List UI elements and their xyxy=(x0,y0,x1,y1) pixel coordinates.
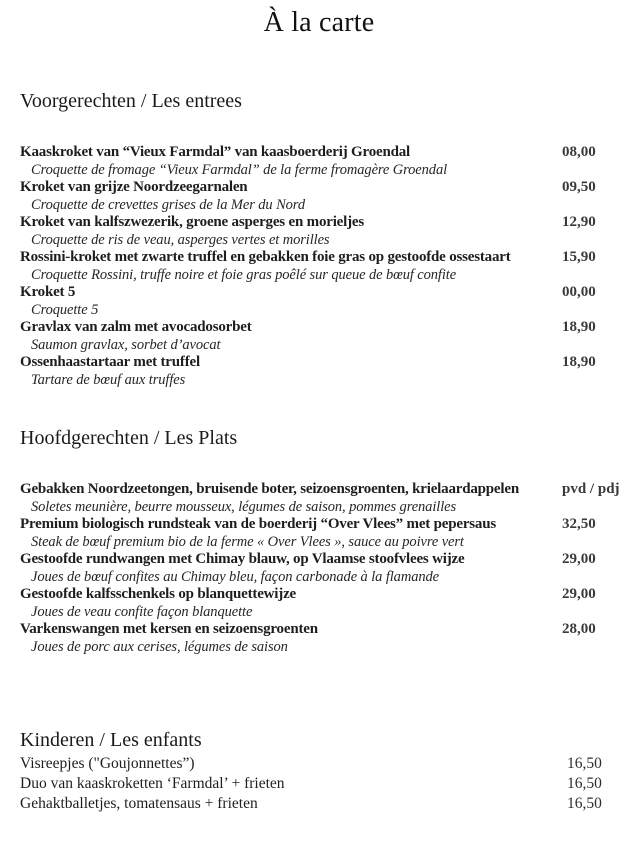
menu-item-row xyxy=(20,481,638,499)
section-heading-starters: Voorgerechten / Les entrees xyxy=(20,90,242,112)
menu-item-description: Tartare de bœuf aux truffes xyxy=(31,371,186,388)
menu-item-row xyxy=(20,621,638,639)
menu-item-description: Joues de porc aux cerises, légumes de saison xyxy=(31,638,288,655)
menu-item xyxy=(20,516,638,551)
menu-item-row xyxy=(20,319,638,337)
menu-item xyxy=(20,319,638,354)
menu-item-row xyxy=(20,586,638,604)
menu-item-price: 29,00 xyxy=(562,551,596,567)
menu-item-row xyxy=(20,754,638,774)
menu-item-name: Gebakken Noordzeetongen, bruisende boter, seizoensgroenten, krielaardappelen xyxy=(20,481,519,497)
menu-item-price: 12,90 xyxy=(562,214,596,230)
menu-item-row xyxy=(20,179,638,197)
menu-item-description: Steak de bœuf premium bio de la ferme « Over Vlees », sauce au poivre vert xyxy=(31,533,464,550)
menu-item-name: Gehaktballetjes, tomatensaus + frieten xyxy=(20,795,258,812)
menu-item-name: Ossenhaastartaar met truffel xyxy=(20,354,200,370)
menu-item-description: Croquette Rossini, truffe noire et foie gras poêlé sur queue de bœuf confite xyxy=(31,266,457,283)
menu-item xyxy=(20,144,638,179)
menu-item-description: Croquette de crevettes grises de la Mer du Nord xyxy=(31,196,305,213)
menu-item-name: Premium biologisch rundsteak van de boerderij “Over Vlees” met pepersaus xyxy=(20,516,496,532)
menu-item-description: Joues de veau confite façon blanquette xyxy=(31,603,253,620)
menu-item-price: 29,00 xyxy=(562,586,596,602)
menu-item-row xyxy=(20,354,638,372)
menu-item-name: Visreepjes ("Goujonnettes”) xyxy=(20,755,195,772)
menu-item xyxy=(20,354,638,389)
menu-content xyxy=(0,88,638,814)
menu-item xyxy=(20,179,638,214)
menu-item xyxy=(20,621,638,656)
menu-item-price: 32,50 xyxy=(562,516,596,532)
page-title: À la carte xyxy=(263,7,375,38)
menu-item-name: Gravlax van zalm met avocadosorbet xyxy=(20,319,252,335)
menu-item-description: Croquette de ris de veau, asperges vertes et morilles xyxy=(31,231,330,248)
menu-item xyxy=(20,214,638,249)
kids-list xyxy=(20,754,638,814)
menu-item-name: Rossini-kroket met zwarte truffel en gebakken foie gras op gestoofde ossestaart xyxy=(20,249,511,265)
menu-item-row xyxy=(20,794,638,814)
menu-item-description: Soletes meunière, beurre mousseux, légumes de saison, pommes grenailles xyxy=(31,498,456,515)
menu-item-price: 18,90 xyxy=(562,354,596,370)
menu-item-row xyxy=(20,249,638,267)
menu-item-price: 00,00 xyxy=(562,284,596,300)
menu-item-description: Saumon gravlax, sorbet d’avocat xyxy=(31,336,221,353)
menu-item-row xyxy=(20,551,638,569)
menu-item-price: 28,00 xyxy=(562,621,596,637)
menu-item-name: Duo van kaaskroketten ‘Farmdal’ + frieten xyxy=(20,775,285,792)
menu-item-row xyxy=(20,284,638,302)
menu-item xyxy=(20,481,638,516)
menu-item-price: 16,50 xyxy=(567,795,602,812)
menu-item-price: 08,00 xyxy=(562,144,596,160)
menu-item xyxy=(20,284,638,319)
menu-item-price: 09,50 xyxy=(562,179,596,195)
menu-item-price: 15,90 xyxy=(562,249,596,265)
menu-item xyxy=(20,249,638,284)
section-heading-kids: Kinderen / Les enfants xyxy=(20,729,202,751)
menu-item-row xyxy=(20,214,638,232)
menu-item-name: Kroket van grijze Noordzeegarnalen xyxy=(20,179,248,195)
menu-item-name: Kroket 5 xyxy=(20,284,76,300)
menu-item-name: Kroket van kalfszwezerik, groene asperges en morieljes xyxy=(20,214,364,230)
menu-item-row xyxy=(20,144,638,162)
menu-item-price: 16,50 xyxy=(567,755,602,772)
menu-item-name: Varkenswangen met kersen en seizoensgroenten xyxy=(20,621,318,637)
menu-item-price: 18,90 xyxy=(562,319,596,335)
menu-item-name: Kaaskroket van “Vieux Farmdal” van kaasboerderij Groendal xyxy=(20,144,411,160)
menu-item-description: Croquette 5 xyxy=(31,301,99,318)
menu-item xyxy=(20,551,638,586)
menu-item-row xyxy=(20,774,638,794)
menu-item-name: Gestoofde rundwangen met Chimay blauw, op Vlaamse stoofvlees wijze xyxy=(20,551,465,567)
menu-item-description: Joues de bœuf confites au Chimay bleu, façon carbonade à la flamande xyxy=(31,568,439,585)
menu-item-name: Gestoofde kalfsschenkels op blanquettewijze xyxy=(20,586,296,602)
menu-item xyxy=(20,586,638,621)
menu-item-description: Croquette de fromage “Vieux Farmdal” de la ferme fromagère Groendal xyxy=(31,161,448,178)
section-heading-mains: Hoofdgerechten / Les Plats xyxy=(20,427,238,449)
menu-item-price: pvd / pdj xyxy=(562,481,620,497)
menu-item-price: 16,50 xyxy=(567,775,602,792)
mains-list xyxy=(20,481,638,656)
starters-list xyxy=(20,144,638,389)
menu-item-row xyxy=(20,516,638,534)
